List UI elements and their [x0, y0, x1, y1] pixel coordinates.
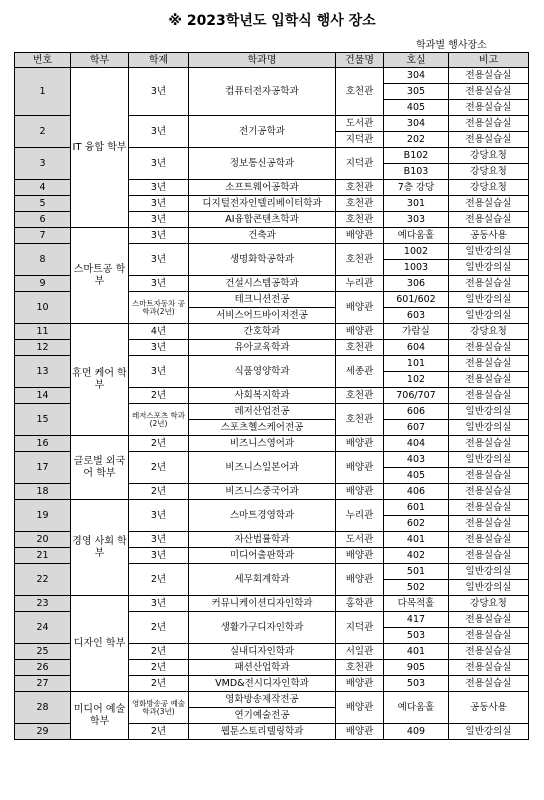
note-cell: 전용실습실	[449, 356, 529, 372]
header-room: 호실	[384, 53, 449, 68]
building-cell: 호천관	[336, 196, 384, 212]
term-cell: 3년	[129, 500, 189, 532]
room-cell: 102	[384, 372, 449, 388]
row-number: 22	[15, 564, 71, 596]
term-cell: 3년	[129, 116, 189, 148]
note-cell: 강당요청	[449, 148, 529, 164]
building-cell: 지덕관	[336, 148, 384, 180]
row-number: 27	[15, 676, 71, 692]
dept-cell: 스마트공 학부	[71, 228, 129, 324]
note-cell: 일반강의실	[449, 404, 529, 420]
term-cell: 3년	[129, 340, 189, 356]
room-cell: B103	[384, 164, 449, 180]
major-cell: 비즈니스중국어과	[189, 484, 336, 500]
major-cell: 건설시스템공학과	[189, 276, 336, 292]
room-cell: 606	[384, 404, 449, 420]
building-cell: 세종관	[336, 356, 384, 388]
room-cell: 1003	[384, 260, 449, 276]
table-row	[15, 500, 529, 516]
room-cell: 303	[384, 212, 449, 228]
building-cell: 배양관	[336, 436, 384, 452]
note-cell: 전용실습실	[449, 276, 529, 292]
major-cell: 전기공학과	[189, 116, 336, 148]
building-cell: 배양관	[336, 548, 384, 564]
note-cell: 전용실습실	[449, 100, 529, 116]
building-cell: 호천관	[336, 212, 384, 228]
header-row	[15, 53, 529, 68]
term-cell: 2년	[129, 484, 189, 500]
building-cell: 배양관	[336, 228, 384, 244]
room-cell: 301	[384, 196, 449, 212]
building-cell: 호천관	[336, 180, 384, 196]
note-cell: 전용실습실	[449, 500, 529, 516]
note-cell: 강당요청	[449, 164, 529, 180]
major-cell: 디지털전자인텔리베이터학과	[189, 196, 336, 212]
room-cell: 304	[384, 116, 449, 132]
header-no: 번호	[15, 53, 71, 68]
major-cell: 사회복지학과	[189, 388, 336, 404]
term-cell: 2년	[129, 660, 189, 676]
room-cell: 905	[384, 660, 449, 676]
major-cell: VMD&전시디자인학과	[189, 676, 336, 692]
header-dept: 학부	[71, 53, 129, 68]
building-cell: 배양관	[336, 724, 384, 740]
building-cell: 도서관	[336, 532, 384, 548]
room-cell: 417	[384, 612, 449, 628]
dept-cell: 휴먼 케어 학부	[71, 324, 129, 436]
note-cell: 전용실습실	[449, 612, 529, 628]
term-cell: 2년	[129, 612, 189, 644]
building-cell: 배양관	[336, 292, 384, 324]
major-cell: 컴퓨터전자공학과	[189, 68, 336, 116]
major-cell: AI융합콘텐츠학과	[189, 212, 336, 228]
room-cell: 404	[384, 436, 449, 452]
room-cell: 403	[384, 452, 449, 468]
building-cell: 배양관	[336, 692, 384, 724]
major-cell: 레저산업전공	[189, 404, 336, 420]
room-cell: 가람실	[384, 324, 449, 340]
room-cell: 202	[384, 132, 449, 148]
term-cell: 4년	[129, 324, 189, 340]
header-major: 학과명	[189, 53, 336, 68]
building-cell: 홍학관	[336, 596, 384, 612]
term-cell: 3년	[129, 276, 189, 292]
room-cell: 예다움홀	[384, 692, 449, 724]
term-cell: 2년	[129, 676, 189, 692]
building-cell: 호천관	[336, 68, 384, 116]
note-cell: 전용실습실	[449, 628, 529, 644]
building-cell: 호천관	[336, 404, 384, 436]
row-number: 18	[15, 484, 71, 500]
note-cell: 강당요청	[449, 596, 529, 612]
note-cell: 전용실습실	[449, 372, 529, 388]
note-cell: 전용실습실	[449, 660, 529, 676]
header-building: 건물명	[336, 53, 384, 68]
term-cell: 3년	[129, 212, 189, 228]
major-cell: 소프트웨어공학과	[189, 180, 336, 196]
note-cell: 일반강의실	[449, 564, 529, 580]
room-cell: 406	[384, 484, 449, 500]
note-cell: 전용실습실	[449, 116, 529, 132]
term-cell: 3년	[129, 244, 189, 276]
major-cell: 간호학과	[189, 324, 336, 340]
term-cell: 2년	[129, 388, 189, 404]
row-number: 3	[15, 148, 71, 180]
major-cell: 세무회계학과	[189, 564, 336, 596]
major-cell: 건축과	[189, 228, 336, 244]
page-title: ※ 2023학년도 입학식 행사 장소	[168, 13, 376, 29]
major-cell: 유아교육학과	[189, 340, 336, 356]
row-number: 7	[15, 228, 71, 244]
row-number: 20	[15, 532, 71, 548]
room-cell: 503	[384, 628, 449, 644]
room-cell: 706/707	[384, 388, 449, 404]
note-cell: 일반강의실	[449, 580, 529, 596]
dept-cell: IT 융합 학부	[71, 68, 129, 228]
term-cell: 3년	[129, 532, 189, 548]
building-cell: 배양관	[336, 676, 384, 692]
building-cell: 호천관	[336, 388, 384, 404]
note-cell: 일반강의실	[449, 452, 529, 468]
major-cell: 스마트경영학과	[189, 500, 336, 532]
table-row	[15, 228, 529, 244]
row-number: 21	[15, 548, 71, 564]
note-cell: 전용실습실	[449, 388, 529, 404]
row-number: 15	[15, 404, 71, 436]
term-cell: 3년	[129, 356, 189, 388]
building-cell: 지덕관	[336, 612, 384, 644]
room-cell: 409	[384, 724, 449, 740]
header-note: 비고	[449, 53, 529, 68]
note-cell: 일반강의실	[449, 420, 529, 436]
table-row	[15, 596, 529, 612]
note-cell: 전용실습실	[449, 212, 529, 228]
term-cell: 3년	[129, 148, 189, 180]
note-cell: 강당요청	[449, 324, 529, 340]
note-cell: 일반강의실	[449, 244, 529, 260]
room-cell: B102	[384, 148, 449, 164]
dept-cell: 경영 사회 학부	[71, 500, 129, 596]
building-cell: 배양관	[336, 484, 384, 500]
term-cell: 스마트자동차 공학과(2년)	[129, 292, 189, 324]
building-cell: 배양관	[336, 452, 384, 484]
building-cell: 호천관	[336, 340, 384, 356]
room-cell: 다목적홀	[384, 596, 449, 612]
table-row	[15, 68, 529, 84]
row-number: 24	[15, 612, 71, 644]
major-cell: 스포츠헬스케어전공	[189, 420, 336, 436]
row-number: 25	[15, 644, 71, 660]
row-number: 17	[15, 452, 71, 484]
room-cell: 305	[384, 84, 449, 100]
major-cell: 비즈니스영어과	[189, 436, 336, 452]
note-cell: 일반강의실	[449, 292, 529, 308]
row-number: 28	[15, 692, 71, 724]
room-cell: 602	[384, 516, 449, 532]
room-cell: 402	[384, 548, 449, 564]
building-cell: 누리관	[336, 276, 384, 292]
row-number: 10	[15, 292, 71, 324]
room-cell: 503	[384, 676, 449, 692]
row-number: 16	[15, 436, 71, 452]
major-cell: 패션산업학과	[189, 660, 336, 676]
row-number: 5	[15, 196, 71, 212]
row-number: 6	[15, 212, 71, 228]
note-cell: 전용실습실	[449, 468, 529, 484]
row-number: 14	[15, 388, 71, 404]
major-cell: 생활가구디자인학과	[189, 612, 336, 644]
dept-cell: 글로벌 외국어 학부	[71, 436, 129, 500]
term-cell: 3년	[129, 596, 189, 612]
term-cell: 2년	[129, 644, 189, 660]
room-cell: 7층 강당	[384, 180, 449, 196]
note-cell: 일반강의실	[449, 308, 529, 324]
note-cell: 공동사용	[449, 228, 529, 244]
term-cell: 3년	[129, 548, 189, 564]
term-cell: 3년	[129, 68, 189, 116]
term-cell: 영화방송공 예술학과(3년)	[129, 692, 189, 724]
term-cell: 2년	[129, 436, 189, 452]
note-cell: 전용실습실	[449, 436, 529, 452]
note-cell: 전용실습실	[449, 644, 529, 660]
row-number: 2	[15, 116, 71, 148]
note-cell: 전용실습실	[449, 548, 529, 564]
row-number: 11	[15, 324, 71, 340]
row-number: 23	[15, 596, 71, 612]
building-cell: 지덕관	[336, 132, 384, 148]
dept-cell: 디자인 학부	[71, 596, 129, 692]
major-cell: 서비스어드바이저전공	[189, 308, 336, 324]
room-cell: 604	[384, 340, 449, 356]
note-cell: 일반강의실	[449, 260, 529, 276]
room-cell: 401	[384, 532, 449, 548]
building-cell: 호천관	[336, 244, 384, 276]
major-cell: 비즈니스일본어과	[189, 452, 336, 484]
room-cell: 1002	[384, 244, 449, 260]
note-cell: 전용실습실	[449, 196, 529, 212]
major-cell: 웹툰스토리텔링학과	[189, 724, 336, 740]
room-cell: 304	[384, 68, 449, 84]
room-cell: 501	[384, 564, 449, 580]
note-cell: 전용실습실	[449, 68, 529, 84]
major-cell: 연기예술전공	[189, 708, 336, 724]
building-cell: 호천관	[336, 660, 384, 676]
major-cell: 영화방송제작전공	[189, 692, 336, 708]
major-cell: 미디어출판학과	[189, 548, 336, 564]
row-number: 12	[15, 340, 71, 356]
row-number: 8	[15, 244, 71, 276]
row-number: 4	[15, 180, 71, 196]
building-cell: 누리관	[336, 500, 384, 532]
note-cell: 전용실습실	[449, 484, 529, 500]
row-number: 9	[15, 276, 71, 292]
table-row	[15, 692, 529, 708]
note-cell: 강당요청	[449, 180, 529, 196]
row-number: 13	[15, 356, 71, 388]
major-cell: 테크니션전공	[189, 292, 336, 308]
row-number: 26	[15, 660, 71, 676]
major-cell: 정보통신공학과	[189, 148, 336, 180]
dept-cell: 미디어 예술 학부	[71, 692, 129, 740]
room-cell: 603	[384, 308, 449, 324]
major-cell: 식품영양학과	[189, 356, 336, 388]
note-cell: 전용실습실	[449, 132, 529, 148]
room-cell: 예다움홀	[384, 228, 449, 244]
note-cell: 전용실습실	[449, 516, 529, 532]
term-cell: 3년	[129, 180, 189, 196]
room-cell: 101	[384, 356, 449, 372]
room-cell: 607	[384, 420, 449, 436]
note-cell: 일반강의실	[449, 724, 529, 740]
major-cell: 실내디자인학과	[189, 644, 336, 660]
room-cell: 401	[384, 644, 449, 660]
room-cell: 601/602	[384, 292, 449, 308]
major-cell: 커뮤니케이션디자인학과	[189, 596, 336, 612]
building-cell: 도서관	[336, 116, 384, 132]
room-cell: 601	[384, 500, 449, 516]
note-cell: 전용실습실	[449, 84, 529, 100]
major-cell: 자산법률학과	[189, 532, 336, 548]
note-cell: 공동사용	[449, 692, 529, 724]
table-row	[15, 324, 529, 340]
room-cell: 405	[384, 468, 449, 484]
room-cell: 306	[384, 276, 449, 292]
term-cell: 2년	[129, 564, 189, 596]
room-cell: 502	[384, 580, 449, 596]
term-cell: 2년	[129, 452, 189, 484]
term-cell: 레저스포츠 학과(2년)	[129, 404, 189, 436]
row-number: 19	[15, 500, 71, 532]
building-cell: 서일관	[336, 644, 384, 660]
note-cell: 전용실습실	[449, 340, 529, 356]
row-number: 29	[15, 724, 71, 740]
term-cell: 3년	[129, 196, 189, 212]
major-cell: 생명화학공학과	[189, 244, 336, 276]
building-cell: 배양관	[336, 564, 384, 596]
page-subtitle: 학과별 행사장소	[416, 40, 487, 51]
note-cell: 전용실습실	[449, 676, 529, 692]
venue-table	[14, 52, 529, 740]
note-cell: 전용실습실	[449, 532, 529, 548]
room-cell: 405	[384, 100, 449, 116]
building-cell: 배양관	[336, 324, 384, 340]
table-row	[15, 436, 529, 452]
row-number: 1	[15, 68, 71, 116]
header-term: 학제	[129, 53, 189, 68]
term-cell: 3년	[129, 228, 189, 244]
term-cell: 2년	[129, 724, 189, 740]
